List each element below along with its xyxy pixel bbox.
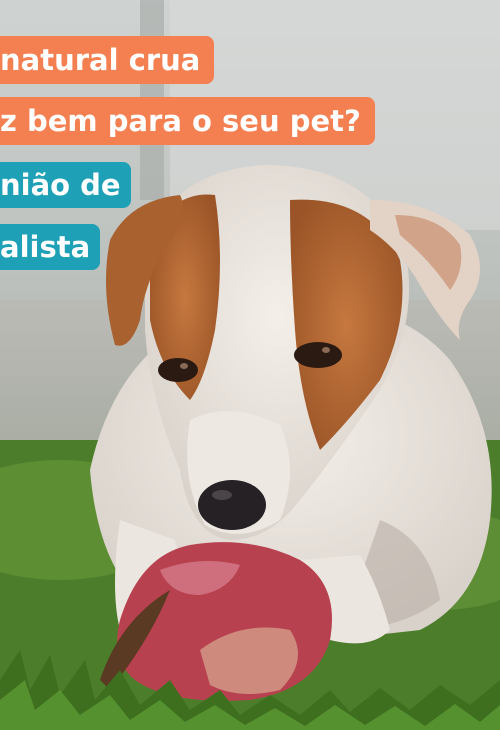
- headline-line-2: z bem para o seu pet?: [0, 97, 375, 145]
- subheadline-line-2: alista: [0, 224, 100, 270]
- headline-line-1: natural crua: [0, 36, 214, 84]
- dog-left-eye-shine: [180, 363, 188, 369]
- dog-right-eye-shine: [322, 347, 330, 353]
- dog-nose-shine: [212, 490, 232, 500]
- dog-left-eye: [158, 358, 198, 382]
- subheadline-line-1: nião de: [0, 162, 131, 208]
- dog-right-eye: [294, 342, 342, 368]
- dog-nose: [198, 480, 266, 530]
